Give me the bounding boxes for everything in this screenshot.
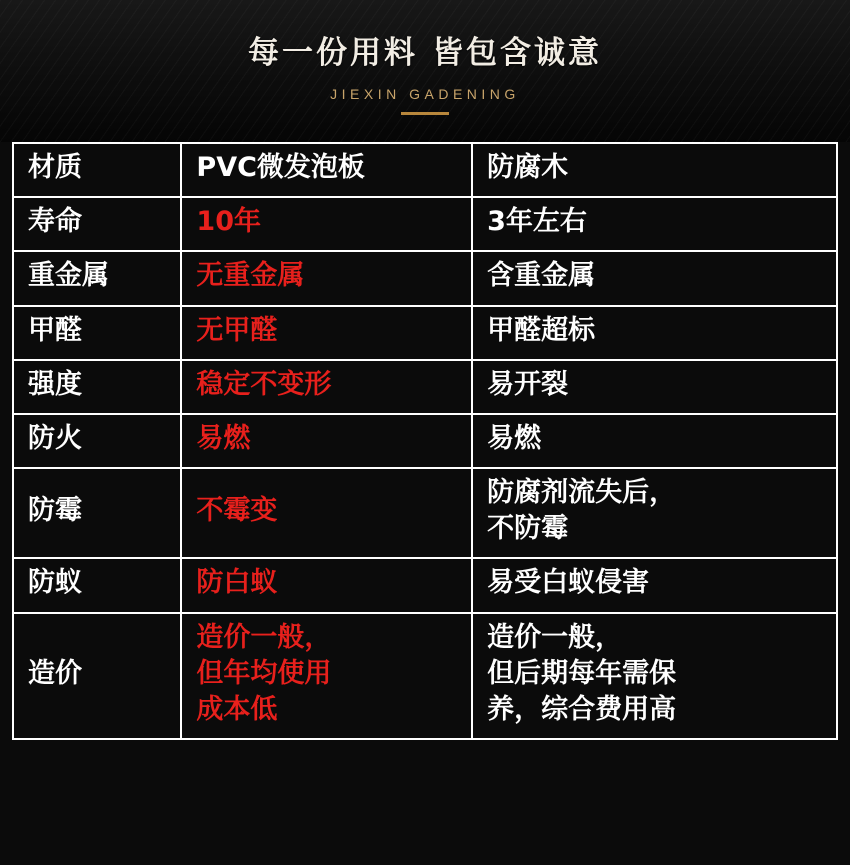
value-line: 不防霉	[487, 513, 569, 545]
table-row	[13, 143, 837, 197]
row-label: 防火	[13, 414, 181, 468]
value-line: 但后期每年需保	[487, 657, 677, 689]
row-value-pvc: PVC微发泡板	[181, 143, 472, 197]
row-value-pvc	[181, 613, 472, 740]
value-line: 易受白蚁侵害	[487, 567, 650, 599]
table-row	[13, 360, 837, 414]
row-value-wood	[472, 468, 837, 558]
value-line: 造价一般，	[196, 621, 332, 653]
banner-divider	[401, 112, 449, 115]
row-label: 甲醛	[13, 306, 181, 360]
table-container	[0, 142, 850, 865]
row-value-wood	[472, 613, 837, 740]
value-line: 防腐剂流失后，	[487, 477, 677, 509]
table-row	[13, 468, 837, 558]
value-line: 养，综合费用高	[487, 693, 677, 725]
banner-title	[248, 27, 602, 72]
comparison-table	[12, 142, 838, 740]
row-label: 寿命	[13, 197, 181, 251]
row-value-wood	[472, 558, 837, 612]
value-line: 但年均使用	[196, 657, 332, 689]
row-value-wood	[472, 251, 837, 305]
value-line: 甲醛超标	[487, 314, 596, 346]
row-value-pvc: 10年	[181, 197, 472, 251]
banner-title-left: 每一份用料	[248, 35, 418, 71]
table-row	[13, 251, 837, 305]
row-value-pvc: 防白蚁	[181, 558, 472, 612]
row-value-pvc: 无重金属	[181, 251, 472, 305]
table-row	[13, 558, 837, 612]
table-row	[13, 197, 837, 251]
row-value-pvc: 不霉变	[181, 468, 472, 558]
row-value-wood	[472, 197, 837, 251]
banner-title-right: 皆包含诚意	[432, 35, 602, 71]
table-row	[13, 306, 837, 360]
row-value-wood	[472, 360, 837, 414]
value-line: 3年左右	[487, 206, 587, 238]
row-label: 强度	[13, 360, 181, 414]
value-line: 防腐木	[487, 152, 569, 183]
row-value-pvc: 稳定不变形	[181, 360, 472, 414]
row-value-wood	[472, 414, 837, 468]
value-line: 含重金属	[487, 260, 596, 292]
row-value-wood	[472, 306, 837, 360]
header-banner	[0, 0, 850, 142]
table-row	[13, 613, 837, 740]
value-line: 易燃	[487, 422, 542, 454]
row-label: 造价	[13, 613, 181, 740]
row-label: 重金属	[13, 251, 181, 305]
row-value-wood	[472, 143, 837, 197]
row-value-pvc: 易燃	[181, 414, 472, 468]
row-label: 防蚁	[13, 558, 181, 612]
value-line: 造价一般，	[487, 621, 623, 653]
row-label: 材质	[13, 143, 181, 197]
row-label: 防霉	[13, 468, 181, 558]
table-row	[13, 414, 837, 468]
value-line: 成本低	[196, 693, 278, 725]
row-value-pvc: 无甲醛	[181, 306, 472, 360]
comparison-table-body	[13, 143, 837, 739]
banner-subtitle: JIEXIN GADENING	[330, 86, 520, 102]
value-line: 易开裂	[487, 368, 569, 400]
